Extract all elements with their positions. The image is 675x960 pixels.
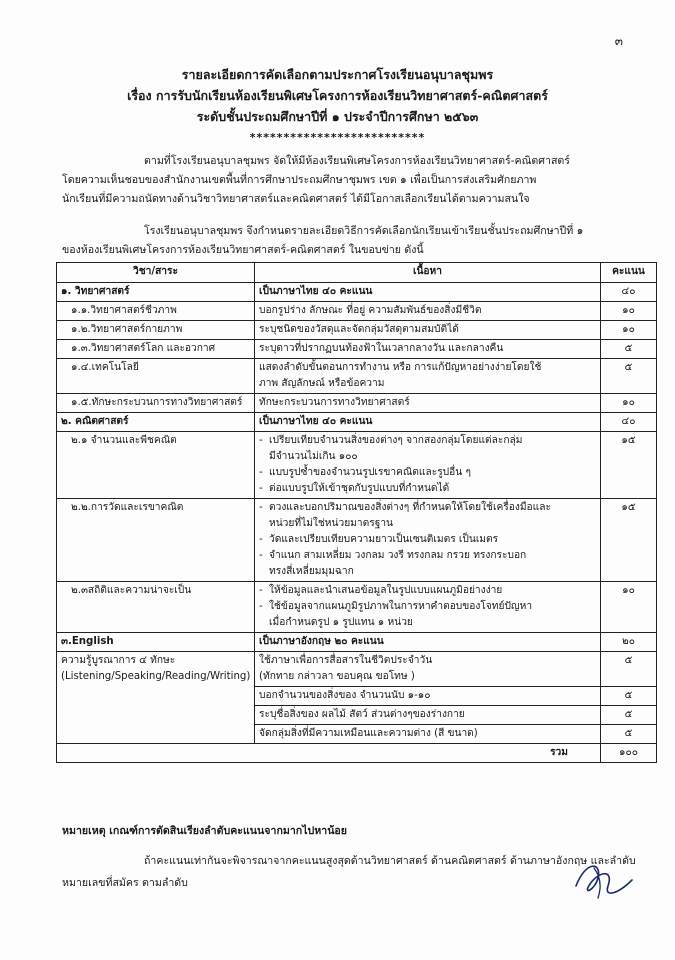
table-row bbox=[57, 321, 657, 340]
note-body bbox=[62, 850, 642, 894]
math-r3-b2a: ใช้ข้อมูลจากแผนภูมิรูปภาพในการหาคำตอบของโจทย์ปัญหา bbox=[269, 601, 533, 612]
total-row bbox=[57, 744, 657, 763]
total-score: ๑๐๐ bbox=[601, 744, 657, 763]
science-r3-content: ระบุดาวที่ปรากฏบนท้องฟ้าในเวลากลางวัน และกลางคืน bbox=[255, 340, 601, 359]
table-row bbox=[57, 582, 657, 633]
table-row bbox=[57, 432, 657, 499]
science-content: เป็นภาษาไทย ๔๐ คะแนน bbox=[255, 283, 601, 302]
math-title: ๒. คณิตศาสตร์ bbox=[57, 413, 255, 432]
science-r2-subject: ๑.๒.วิทยาศาสตร์กายภาพ bbox=[57, 321, 255, 340]
table-row bbox=[57, 633, 657, 652]
english-r2-score: ๕ bbox=[601, 687, 657, 706]
title-line-3: ระดับชั้นประถมศึกษาปีที่ ๑ ประจำปีการศึกษา ๒๕๖๓ bbox=[196, 109, 479, 124]
science-r1-content: บอกรูปร่าง ลักษณะ ที่อยู่ ความสัมพันธ์ของสิ่งมีชีวิต bbox=[255, 302, 601, 321]
intro-line-2: โดยความเห็นชอบของสำนักงานเขตพื้นที่การศึกษาประถมศึกษาชุมพร เขต ๑ เพื่อเป็นการส่งเสริมศักยภาพ bbox=[62, 174, 537, 186]
science-r5-subject: ๑.๕.ทักษะกระบวนการทางวิทยาศาสตร์ bbox=[57, 394, 255, 413]
math-r2-b1b: หน่วยที่ไม่ใช่หน่วยมาตรฐาน bbox=[269, 518, 394, 529]
english-r1-line-2: (ทักทาย กล่าวลา ขอบคุณ ขอโทษ ) bbox=[259, 671, 415, 682]
note-line-1: ถ้าคะแนนเท่ากันจะพิจารณาจากคะแนนสูงสุดด้านวิทยาศาสตร์ ด้านคณิตศาสตร์ ด้านภาษาอังกฤษ และลำดับ bbox=[144, 855, 636, 867]
english-subject bbox=[57, 652, 255, 744]
table-row bbox=[57, 413, 657, 432]
math-r1-b1a: เปรียบเทียบจำนวนสิ่งของต่างๆ จากสองกลุ่มโดยแต่ละกลุ่ม bbox=[269, 435, 523, 446]
math-r3-b1: ให้ข้อมูลและนำเสนอข้อมูลในรูปแบบแผนภูมิอย่างง่าย bbox=[269, 585, 503, 596]
science-r2-score: ๑๐ bbox=[601, 321, 657, 340]
science-r1-score: ๑๐ bbox=[601, 302, 657, 321]
table-row bbox=[57, 340, 657, 359]
english-r4-score: ๕ bbox=[601, 725, 657, 744]
table-header-row bbox=[57, 263, 657, 283]
math-r2-b1a: ตวงและบอกปริมาณของสิ่งต่างๆ ที่กำหนดให้โดยใช้เครื่องมือและ bbox=[269, 502, 551, 513]
science-r4-content-line-2: ภาพ สัญลักษณ์ หรือข้อความ bbox=[259, 378, 385, 389]
math-r2-subject: ๒.๒.การวัดและเรขาคณิต bbox=[57, 499, 255, 582]
math-r1-score: ๑๕ bbox=[601, 432, 657, 499]
science-r3-score: ๕ bbox=[601, 340, 657, 359]
page-number: ๓ bbox=[614, 34, 623, 48]
table-row bbox=[57, 394, 657, 413]
science-r4-content-line-1: แสดงลำดับขั้นตอนการทำงาน หรือ การแก้ปัญหาอย่างง่ายโดยใช้ bbox=[259, 362, 542, 373]
science-r4-content bbox=[255, 359, 601, 394]
english-r1-content bbox=[255, 652, 601, 687]
math-r2-content: - ตวงและบอกปริมาณของสิ่งต่างๆ ที่กำหนดให้โดยใช้เครื่องมือและ หน่วยที่ไม่ใช่หน่วยมาตรฐาน - วัดและเปรียบเทียบความยาวเป็นเซนติเมตร เป็นเมตร - จำแนก สามเหลี่ยม วงกลม วงรี ทรงกลม กรวย ทรงกระบอก ทรงสี่เหลี่ยมมุมฉาก bbox=[255, 499, 601, 582]
science-score: ๔๐ bbox=[601, 283, 657, 302]
header-content: เนื้อหา bbox=[255, 263, 601, 283]
english-score: ๒๐ bbox=[601, 633, 657, 652]
science-r5-content: ทักษะกระบวนการทางวิทยาศาสตร์ bbox=[255, 394, 601, 413]
math-r3-score: ๑๐ bbox=[601, 582, 657, 633]
table-row bbox=[57, 359, 657, 394]
exam-scope-table bbox=[56, 262, 657, 763]
english-r1-score: ๕ bbox=[601, 652, 657, 687]
science-r5-score: ๑๐ bbox=[601, 394, 657, 413]
math-r1-b2: แบบรูปซ้ำของจำนวนรูปเรขาคณิตและรูปอื่น ๆ bbox=[269, 467, 471, 478]
intro-paragraph bbox=[62, 152, 622, 209]
header-subject: วิชา/สาระ bbox=[57, 263, 255, 283]
math-r1-content: - เปรียบเทียบจำนวนสิ่งของต่างๆ จากสองกลุ่มโดยแต่ละกลุ่ม มีจำนวนไม่เกิน ๑๐๐ - แบบรูปซ้ำของจำนวนรูปเรขาคณิตและรูปอื่น ๆ - ต่อแบบรูปให้เข้าชุดกับรูปแบบที่กำหนดได้ bbox=[255, 432, 601, 499]
math-r1-subject: ๒.๑ จำนวนและพีชคณิต bbox=[57, 432, 255, 499]
english-title: ๓.English bbox=[57, 633, 255, 652]
math-r3-content: - ให้ข้อมูลและนำเสนอข้อมูลในรูปแบบแผนภูมิอย่างง่าย - ใช้ข้อมูลจากแผนภูมิรูปภาพในการหาคำตอบของโจทย์ปัญหา เมื่อกำหนดรูป ๑ รูปแทน ๑ หน่วย bbox=[255, 582, 601, 633]
intro-line-3: นักเรียนที่มีความถนัดทางด้านวิชาวิทยาศาสตร์และคณิตศาสตร์ ได้มีโอกาสเลือกเรียนได้ตามความสนใจ bbox=[62, 193, 530, 205]
english-content: เป็นภาษาอังกฤษ ๒๐ คะแนน bbox=[255, 633, 601, 652]
document-titles bbox=[0, 64, 675, 148]
science-r2-content: ระบุชนิดของวัสดุและจัดกลุ่มวัสดุตามสมบัติได้ bbox=[255, 321, 601, 340]
english-r3-content: ระบุชื่อสิ่งของ ผลไม้ สัตว์ ส่วนต่างๆของร่างกาย bbox=[255, 706, 601, 725]
science-r3-subject: ๑.๓.วิทยาศาสตร์โลก และอวกาศ bbox=[57, 340, 255, 359]
math-content: เป็นภาษาไทย ๔๐ คะแนน bbox=[255, 413, 601, 432]
english-r1-line-1: ใช้ภาษาเพื่อการสื่อสารในชีวิตประจำวัน bbox=[259, 655, 433, 666]
science-r4-subject: ๑.๔.เทคโนโลยี bbox=[57, 359, 255, 394]
math-score: ๔๐ bbox=[601, 413, 657, 432]
science-title: ๑. วิทยาศาสตร์ bbox=[57, 283, 255, 302]
title-stars-divider: ************************** bbox=[249, 131, 426, 144]
english-r4-content: จัดกลุ่มสิ่งที่มีความเหมือนและความต่าง (สี ขนาด) bbox=[255, 725, 601, 744]
signature-icon bbox=[568, 856, 638, 902]
scope-line-1: โรงเรียนอนุบาลชุมพร จึงกำหนดรายละเอียดวิธีการคัดเลือกนักเรียนเข้าเรียนชั้นประถมศึกษาปีที่ ๑ bbox=[144, 225, 584, 237]
scope-paragraph bbox=[62, 222, 622, 260]
math-r1-b1b: มีจำนวนไม่เกิน ๑๐๐ bbox=[269, 451, 358, 462]
title-line-1: รายละเอียดการคัดเลือกตามประกาศโรงเรียนอนุบาลชุมพร bbox=[181, 67, 494, 82]
math-r2-score: ๑๕ bbox=[601, 499, 657, 582]
note-line-2: หมายเลขที่สมัคร ตามลำดับ bbox=[62, 877, 188, 889]
math-r3-subject: ๒.๓สถิติและความน่าจะเป็น bbox=[57, 582, 255, 633]
header-score: คะแนน bbox=[601, 263, 657, 283]
english-r2-content: บอกจำนวนของสิ่งของ จำนวนนับ ๑-๑๐ bbox=[255, 687, 601, 706]
title-line-2: เรื่อง การรับนักเรียนห้องเรียนพิเศษโครงการห้องเรียนวิทยาศาสตร์-คณิตศาสตร์ bbox=[127, 88, 548, 103]
math-r2-b2: วัดและเปรียบเทียบความยาวเป็นเซนติเมตร เป็นเมตร bbox=[269, 534, 499, 545]
english-subject-line-1: ความรู้บูรณาการ ๔ ทักษะ bbox=[61, 655, 176, 666]
table-row bbox=[57, 652, 657, 687]
table-row bbox=[57, 302, 657, 321]
total-label: รวม bbox=[57, 744, 601, 763]
scope-line-2: ของห้องเรียนพิเศษโครงการห้องเรียนวิทยาศาสตร์-คณิตศาสตร์ ในขอบข่าย ดังนี้ bbox=[62, 244, 424, 256]
science-r1-subject: ๑.๑.วิทยาศาสตร์ชีวภาพ bbox=[57, 302, 255, 321]
intro-line-1: ตามที่โรงเรียนอนุบาลชุมพร จัดให้มีห้องเรียนพิเศษโครงการห้องเรียนวิทยาศาสตร์-คณิตศาสตร์ bbox=[144, 155, 571, 167]
note-heading: หมายเหตุ เกณฑ์การตัดสินเรียงลำดับคะแนนจากมากไปหาน้อย bbox=[62, 825, 348, 837]
math-r2-b3b: ทรงสี่เหลี่ยมมุมฉาก bbox=[269, 566, 354, 577]
table-row bbox=[57, 499, 657, 582]
math-r3-b2b: เมื่อกำหนดรูป ๑ รูปแทน ๑ หน่วย bbox=[269, 617, 413, 628]
math-r1-b3: ต่อแบบรูปให้เข้าชุดกับรูปแบบที่กำหนดได้ bbox=[269, 483, 450, 494]
table-row bbox=[57, 283, 657, 302]
science-r4-score: ๕ bbox=[601, 359, 657, 394]
english-r3-score: ๕ bbox=[601, 706, 657, 725]
english-subject-line-2: (Listening/Speaking/Reading/Writing) bbox=[61, 671, 251, 682]
math-r2-b3a: จำแนก สามเหลี่ยม วงกลม วงรี ทรงกลม กรวย ทรงกระบอก bbox=[269, 550, 527, 561]
